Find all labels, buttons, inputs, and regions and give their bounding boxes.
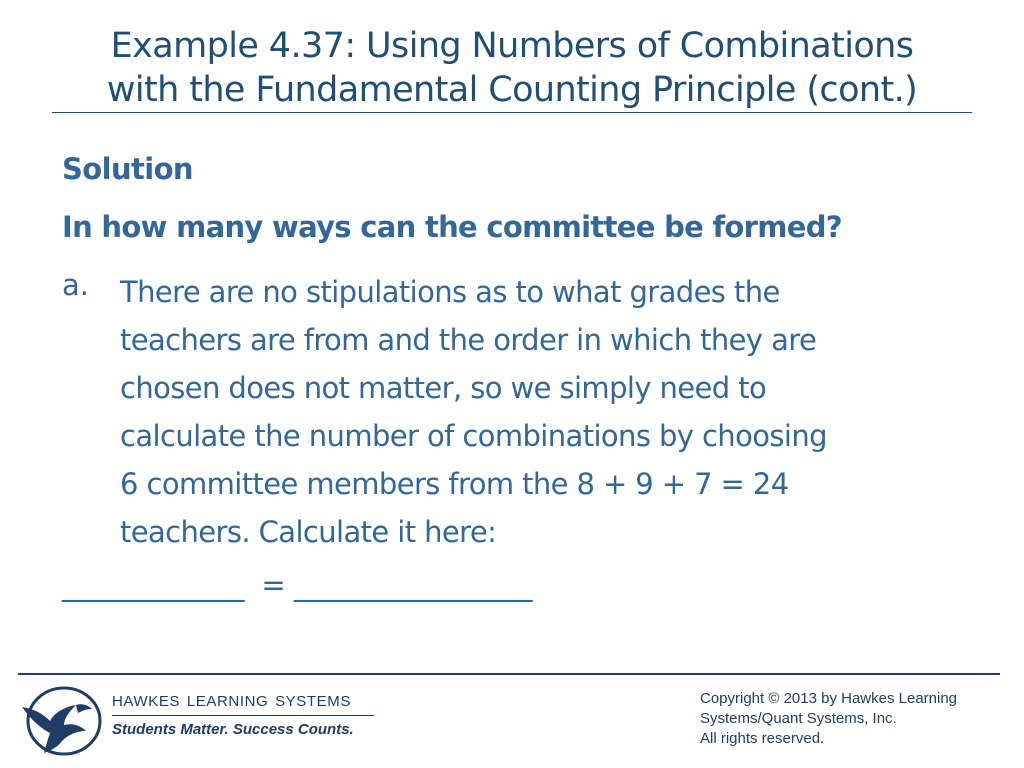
- solution-heading: Solution: [62, 152, 193, 186]
- copyright-line-1: Copyright © 2013 by Hawkes Learning: [700, 690, 958, 707]
- title-line-1: Example 4.37: Using Numbers of Combinations: [110, 26, 914, 66]
- item-body: [120, 268, 980, 556]
- question-text: In how many ways can the committee be formed?: [62, 210, 842, 244]
- item-line-6: teachers. Calculate it here:: [120, 515, 497, 549]
- brand-name: HAWKES LEARNING SYSTEMS: [112, 693, 351, 710]
- copyright-line-3: All rights reserved.: [700, 730, 825, 747]
- copyright-notice: [700, 689, 1010, 749]
- brand-tagline: Students Matter. Success Counts.: [112, 721, 354, 738]
- item-line-2: teachers are from and the order in which they are: [120, 323, 817, 357]
- brand-underline: [112, 715, 374, 716]
- item-line-5: 6 committee members from the 8 + 9 + 7 = 24: [120, 467, 789, 501]
- item-line-1: There are no stipulations as to what grades the: [120, 275, 780, 309]
- title-underline: [52, 112, 972, 113]
- hawk-logo-icon: [20, 683, 102, 757]
- footer-divider: [18, 673, 1000, 675]
- copyright-line-2: Systems/Quant Systems, Inc.: [700, 710, 897, 727]
- item-line-4: calculate the number of combinations by choosing: [120, 419, 827, 453]
- item-marker: a.: [62, 268, 89, 302]
- slide-title: [52, 24, 972, 112]
- answer-blanks: _____________ = _________________: [62, 568, 532, 602]
- title-line-2: with the Fundamental Counting Principle (cont.): [106, 70, 918, 110]
- item-line-3: chosen does not matter, so we simply need to: [120, 371, 767, 405]
